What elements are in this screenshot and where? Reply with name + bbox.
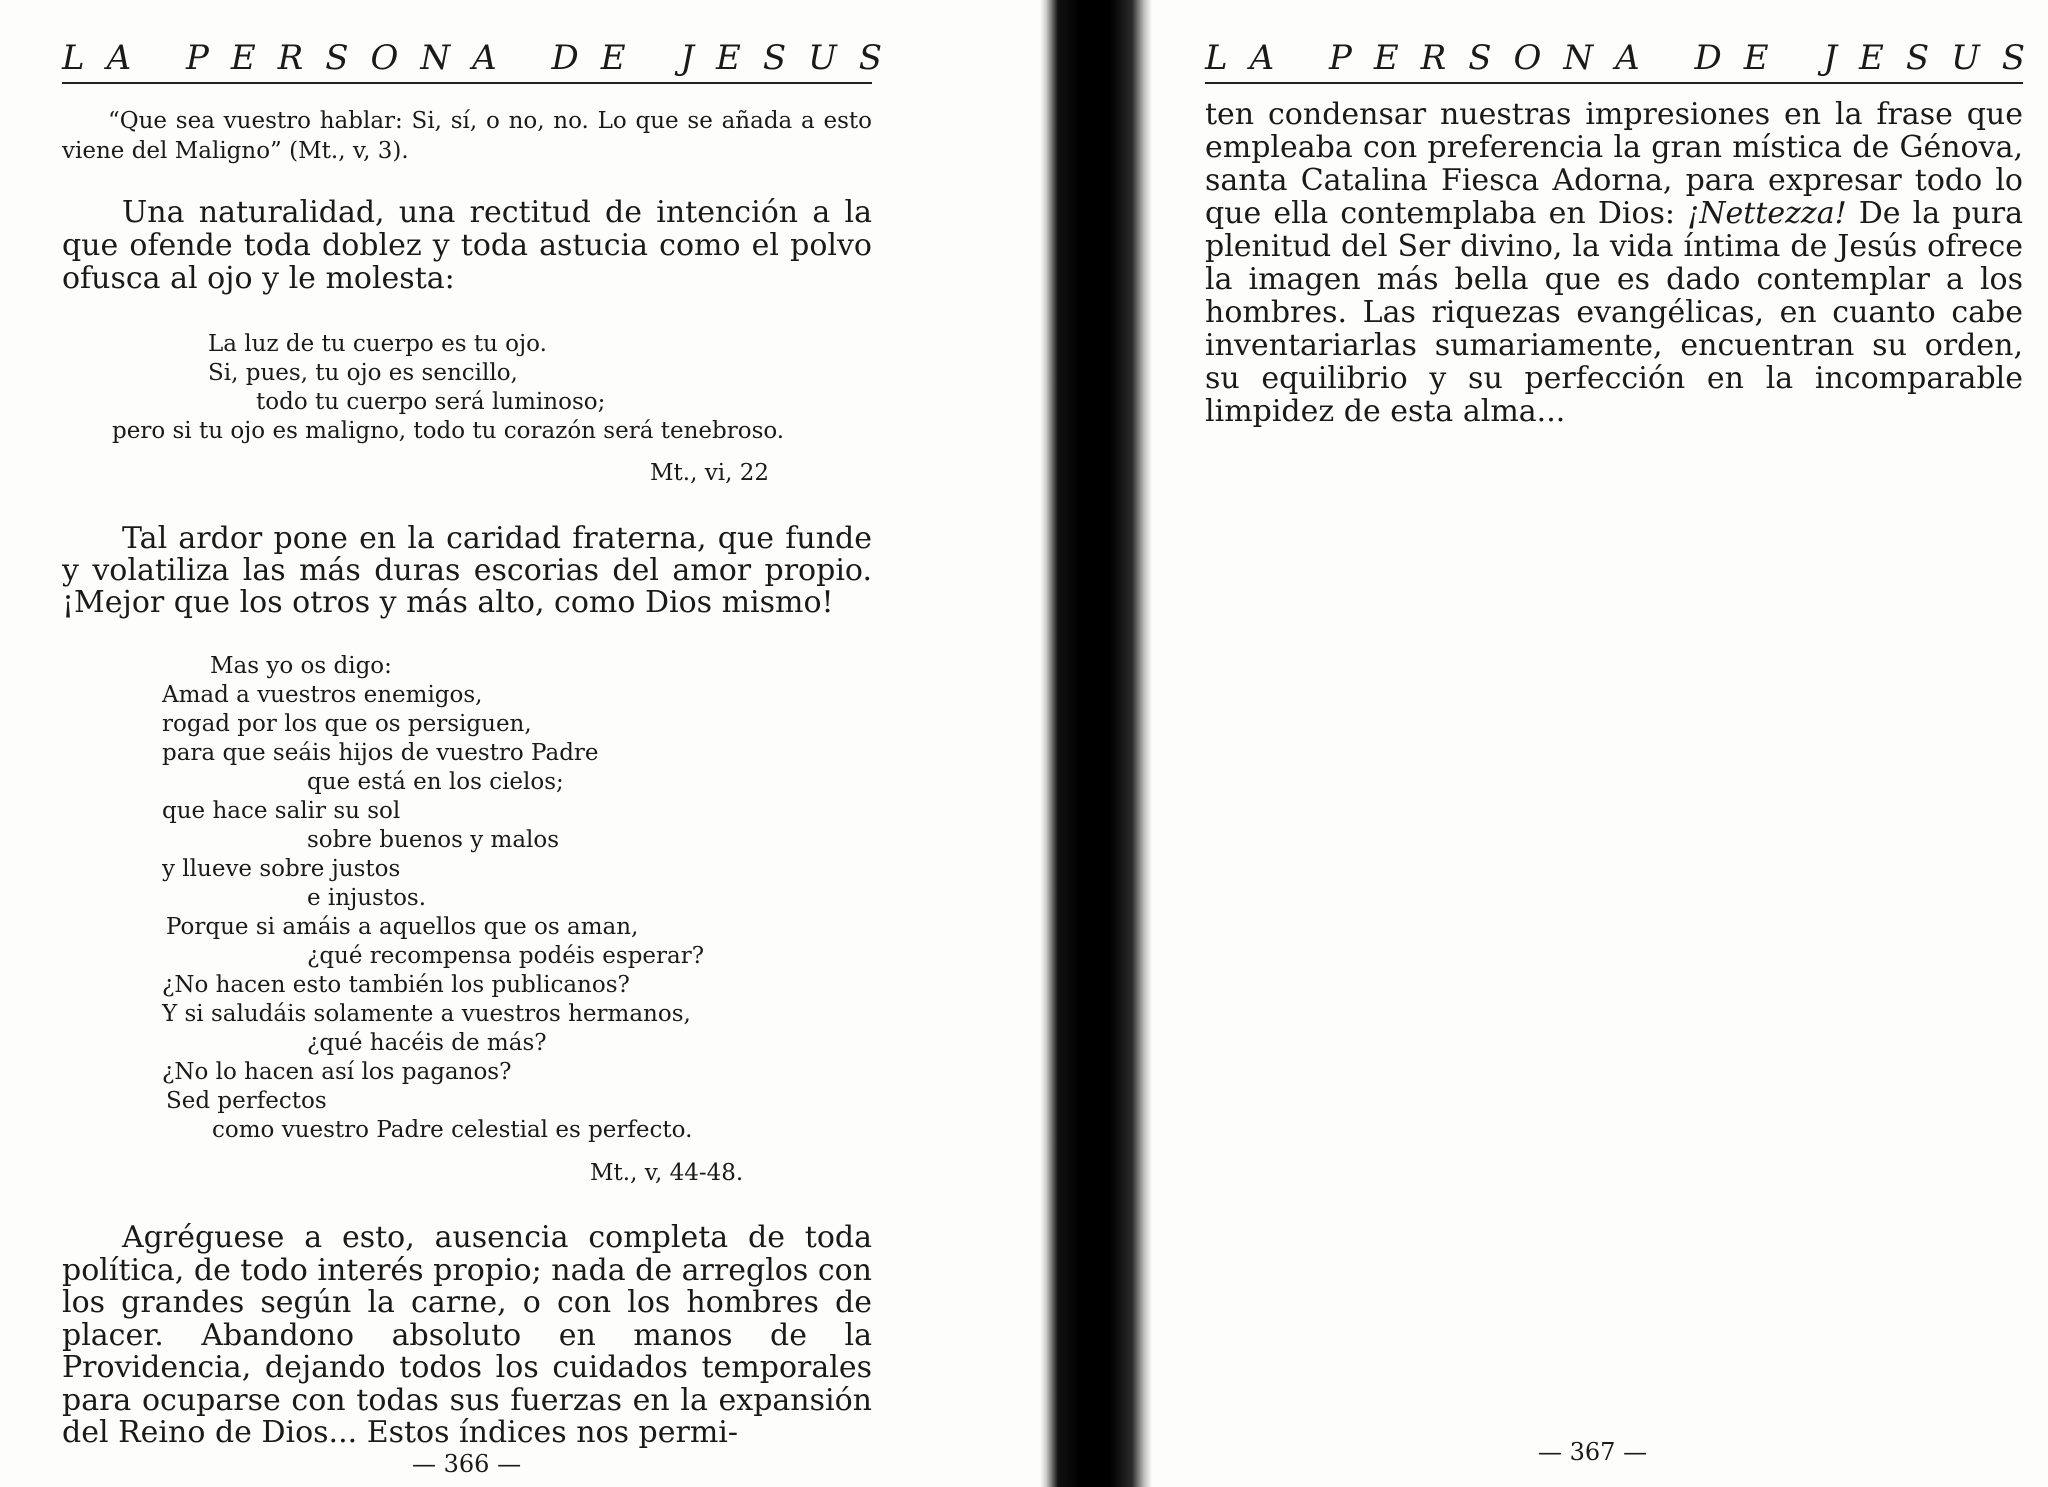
paragraph-2-block (62, 523, 872, 619)
header-rule (1205, 82, 2023, 84)
verse-line: ¿No lo hacen así los paganos? (162, 1059, 512, 1085)
running-head: LA PERSONA DE JESUS (1205, 38, 2048, 78)
verse-line: La luz de tu cuerpo es tu ojo. (208, 331, 547, 357)
verse-line: Y si saludáis solamente a vuestros hermanos, (162, 1001, 691, 1027)
paragraph-1: Una naturalidad, una rectitud de intención a la que ofende toda doblez y toda astucia como el polvo ofusca al ojo y le molesta: (62, 195, 872, 296)
paragraph-3: Agréguese a esto, ausencia completa de toda política, de todo interés propio; nada de arreglos con los grandes según la carne, o con los hombres de placer. Abandono absoluto en manos de la Providencia, dejando todos los cuidados temporales para ocuparse con todas sus fuerzas en la expansión del Reino de Dios... Estos índices nos permi- (62, 1220, 872, 1450)
verse-line: Amad a vuestros enemigos, (162, 682, 483, 708)
verse-line: rogad por los que os persiguen, (162, 711, 532, 737)
text-after-emphasis: De la pura plenitud del Ser divino, la vida íntima de Jesús ofrece la imagen más bella que es dado contemplar a los hombres. Las riquezas evangélicas, en cuanto cabe inventariarlas sumariamente, encuentran su orden, su equilibrio y su perfección en la incomparable limpidez de esta alma... (1205, 196, 2023, 429)
verse-line: y llueve sobre justos (162, 856, 401, 882)
verse-line: que hace salir su sol (162, 798, 401, 824)
page-number: — 366 — (412, 1450, 522, 1478)
verse-line: sobre buenos y malos (307, 827, 560, 853)
citation-2: Mt., v, 44-48. (590, 1160, 744, 1186)
verse-line: ¿qué recompensa podéis esperar? (307, 943, 705, 969)
verse-line: Si, pues, tu ojo es sencillo, (208, 360, 518, 386)
text-before-emphasis: ten condensar nuestras impresiones en la frase que empleaba con preferencia la gran mística de Génova, santa Catalina Fiesca Adorna, para expresar todo lo que ella contemplaba en Dios: (1205, 97, 2023, 231)
paragraph-continuation (1205, 98, 2023, 428)
verse-line: todo tu cuerpo será luminoso; (256, 389, 606, 415)
quote-intro-block (62, 106, 872, 166)
paragraph-continuation-block (1205, 98, 2023, 428)
paragraph-1-block (62, 196, 872, 295)
page-number: — 367 — (1538, 1438, 1648, 1466)
citation-1: Mt., vi, 22 (650, 460, 769, 486)
verse-line: pero si tu ojo es maligno, todo tu corazón será tenebroso. (112, 418, 785, 444)
verse-line: ¿No hacen esto también los publicanos? (162, 972, 630, 998)
verse-line: que está en los cielos; (307, 769, 564, 795)
verse-line: como vuestro Padre celestial es perfecto. (212, 1117, 693, 1143)
quote-intro: “Que sea vuestro hablar: Si, sí, o no, no. Lo que se añada a esto viene del Maligno” (Mt., v, 3). (62, 108, 872, 164)
verse-line: Porque si amáis a aquellos que os aman, (166, 914, 639, 940)
verse-line: para que seáis hijos de vuestro Padre (162, 740, 599, 766)
verse-line: ¿qué hacéis de más? (307, 1030, 547, 1056)
right-page (1150, 0, 2048, 1487)
verse-1 (112, 330, 872, 446)
header-rule (62, 82, 872, 84)
paragraph-2: Tal ardor pone en la caridad fraterna, que funde y volatiliza las más duras escorias del amor propio. ¡Mejor que los otros y más alto, como Dios mismo! (62, 521, 872, 620)
verse-line: Mas yo os digo: (210, 653, 392, 679)
verse-line: Sed perfectos (166, 1088, 327, 1114)
book-gutter-shadow (1040, 0, 1152, 1487)
verse-line: e injustos. (307, 885, 427, 911)
verse-2 (162, 652, 862, 1145)
paragraph-3-block (62, 1222, 872, 1450)
running-head: LA PERSONA DE JESUS (62, 38, 905, 78)
emphasis-nettezza: ¡Nettezza! (1687, 196, 1847, 231)
